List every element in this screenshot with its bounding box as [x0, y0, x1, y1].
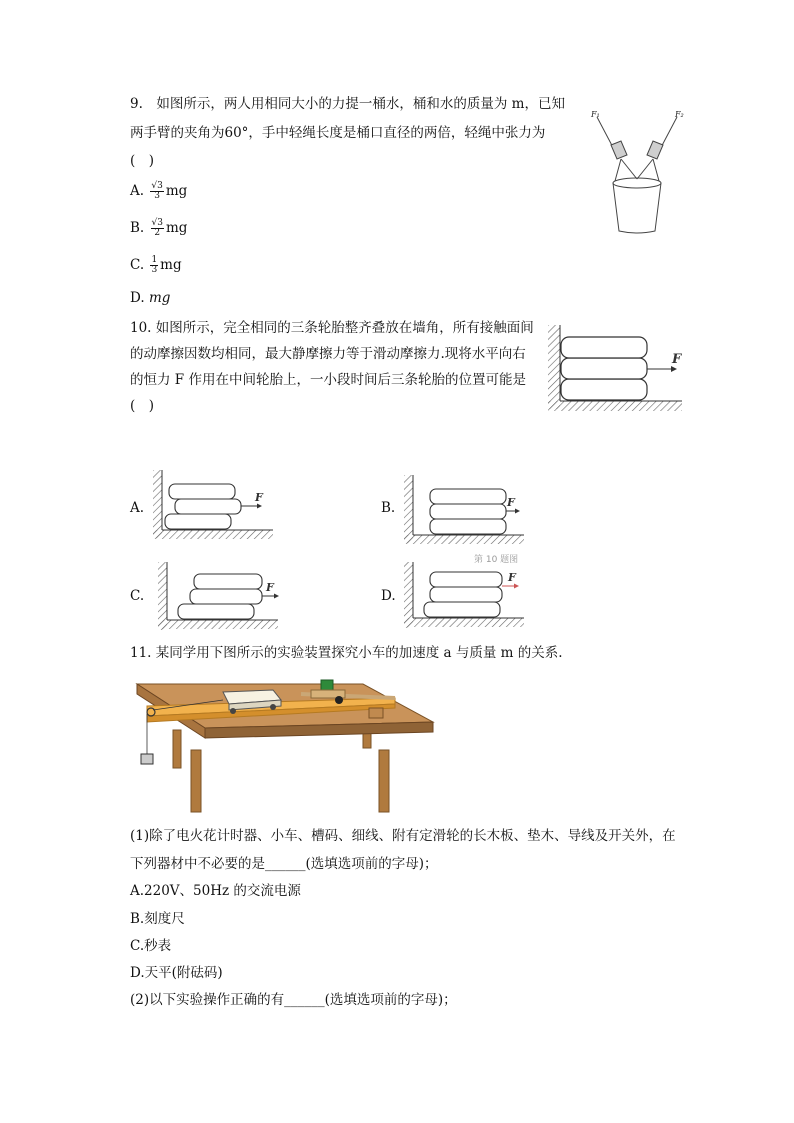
q9-option-d: D. mg — [130, 290, 171, 306]
q9-line-2: 两手臂的夹角为60°，手中轻绳长度是桶口直径的两倍，轻绳中张力为 — [130, 125, 546, 141]
svg-text:F: F — [508, 571, 516, 584]
q10-line-1: 10. 如图所示，完全相同的三条轮胎整齐叠放在墙角，所有接触面间 — [130, 320, 534, 336]
svg-text:F: F — [266, 581, 274, 594]
q11-p2: (2)以下实验操作正确的有______(选填选项前的字母)； — [130, 992, 457, 1008]
q11-p1-option-d: D.天平(附砝码) — [130, 965, 223, 981]
f1-label: F₁ — [591, 110, 600, 119]
q11-p1-option-a: A.220V、50Hz 的交流电源 — [130, 883, 301, 899]
q9-option-a: A. $\frac{√3}{3}$ mg — [130, 181, 188, 201]
q11-p1-line-2: 下列器材中不必要的是______(选填选项前的字母)； — [130, 856, 438, 872]
q10-line-2: 的动摩擦因数均相同，最大静摩擦力等于滑动摩擦力.现将水平向右 — [130, 346, 526, 362]
q10-option-d-label: D. — [381, 588, 396, 604]
q11-apparatus-figure — [133, 672, 438, 818]
q10-option-d-figure — [404, 552, 534, 632]
q10-bracket: ( ) — [130, 398, 155, 414]
svg-text:F: F — [255, 491, 263, 504]
q10-option-c-label: C. — [130, 588, 145, 604]
f2-label: F₂ — [675, 110, 684, 119]
q9-option-c: C. $\frac{1}{3}$ mg — [130, 255, 182, 275]
q10-main-figure — [548, 325, 688, 413]
fraction: $\frac{√3}{2}$ — [151, 218, 163, 238]
fraction: $\frac{1}{3}$ — [151, 255, 158, 275]
q10-option-b-label: B. — [381, 500, 396, 516]
q9-bucket-figure — [585, 105, 695, 240]
force-label: F — [672, 352, 682, 367]
q9-bracket: ( ) — [130, 153, 155, 169]
q10-option-c-figure — [158, 562, 283, 634]
svg-text:F: F — [507, 496, 515, 509]
q10-option-b-figure — [404, 475, 529, 547]
q9-line-1: 9. 如图所示，两人用相同大小的力提一桶水，桶和水的质量为 m，已知 — [130, 96, 565, 112]
q11-p1-option-c: C.秒表 — [130, 938, 172, 954]
q11-title: 11. 某同学用下图所示的实验装置探究小车的加速度 a 与质量 m 的关系. — [130, 645, 563, 661]
q11-p1-option-b: B.刻度尺 — [130, 911, 185, 927]
q9-option-b: B. $\frac{√3}{2}$ mg — [130, 218, 188, 238]
q10-line-3: 的恒力 F 作用在中间轮胎上，一小段时间后三条轮胎的位置可能是 — [130, 372, 526, 388]
fraction: $\frac{√3}{3}$ — [151, 181, 163, 201]
faint-caption: 第 10 题图 — [474, 555, 519, 565]
q10-option-a-label: A. — [130, 500, 145, 516]
q10-option-a-figure — [153, 470, 278, 542]
q11-p1-line-1: (1)除了电火花计时器、小车、槽码、细线、附有定滑轮的长木板、垫木、导线及开关外，在 — [130, 828, 676, 844]
